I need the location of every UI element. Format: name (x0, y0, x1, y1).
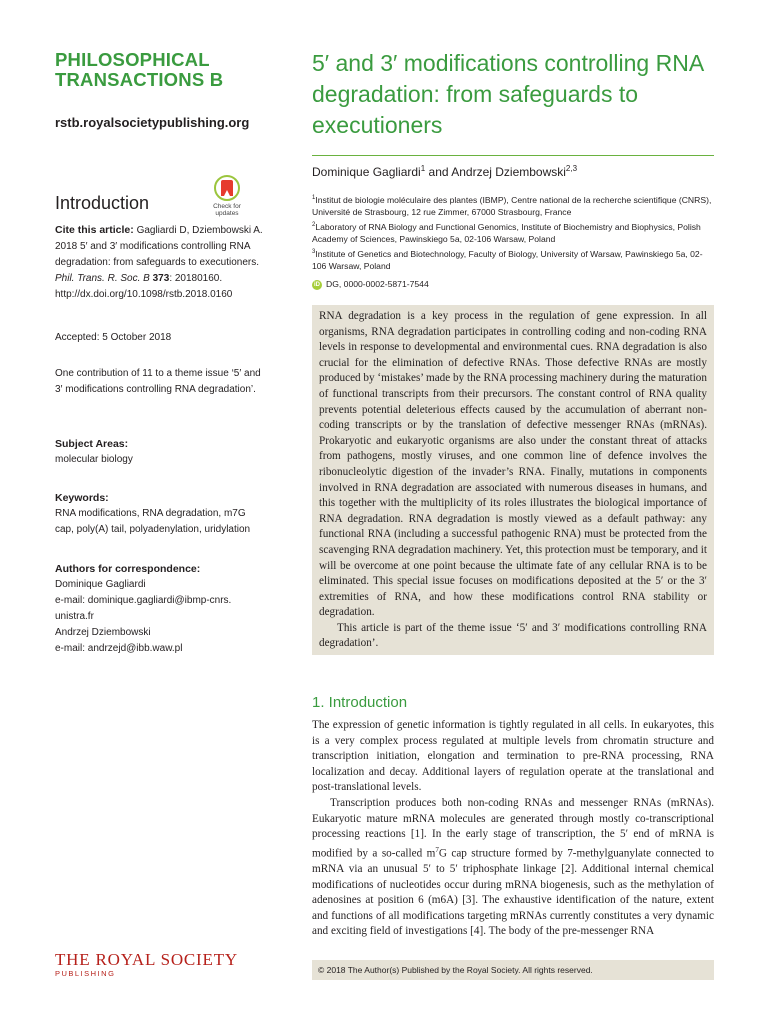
cite-journal: Phil. Trans. R. Soc. B (55, 273, 150, 284)
affiliation-text: Laboratory of RNA Biology and Functional Genomics, Institute of Biochemistry and Biophysics, Polish Academy of Sciences, Pawinskiego 5a, 02-106 Warsaw, Poland (312, 221, 701, 245)
keywords-label: Keywords: (55, 492, 109, 504)
check-updates-line1: Check for (213, 203, 241, 210)
correspondence-email2[interactable]: e-mail: andrzejd@ibb.waw.pl (55, 643, 183, 654)
author1: Dominique Gagliardi (312, 165, 421, 179)
body-text: Transcription produces both non-coding RNAs and messenger RNAs (mRNAs). Eukaryotic mature mRNA molecules are generated through mostly co-transcriptional processing reactions [1]. In the early stage of transcription, the 5′ end of mRNA is modified by a so-called m (312, 796, 714, 860)
author-and: and (425, 165, 452, 179)
author2: Andrzej Dziembowski (451, 165, 566, 179)
cite-text: Gagliardi D, Dziembowski A. 2018 5′ and 3′ modifications controlling RNA degradation: from safeguards to executioners. (55, 225, 263, 268)
title-line3: executioners (312, 112, 443, 138)
journal-url[interactable]: rstb.royalsocietypublishing.org (55, 115, 250, 130)
author2-affil: 2,3 (565, 164, 578, 173)
cite-label: Cite this article: (55, 224, 134, 236)
orcid-line[interactable] (312, 279, 429, 290)
bookmark-icon (214, 175, 240, 201)
journal-name-line2: TRANSACTIONS B (55, 69, 224, 90)
subject-areas-label: Subject Areas: (55, 438, 129, 450)
orcid-text: DG, 0000-0002-5871-7544 (326, 279, 429, 289)
correspondence-email1-cont[interactable]: unistra.fr (55, 611, 94, 622)
author1-affil: 1 (420, 164, 426, 173)
intro-body (312, 718, 714, 940)
abstract-paragraph: This article is part of the theme issue ‘5′ and 3′ modifications controlling RNA degradation’. (319, 621, 707, 650)
journal-name (55, 50, 295, 90)
author-list (312, 164, 577, 179)
affiliation-item (312, 246, 714, 273)
correspondence-block (55, 561, 265, 657)
correspondence-name2: Andrzej Dziembowski (55, 627, 151, 638)
correspondence-name1: Dominique Gagliardi (55, 579, 146, 590)
citation-block (55, 222, 265, 303)
check-updates-line2: updates (215, 210, 239, 217)
article-title (312, 48, 714, 141)
correspondence-email1[interactable]: e-mail: dominique.gagliardi@ibmp-cnrs. (55, 595, 232, 606)
body-paragraph (312, 796, 714, 940)
affiliation-text: Institut de biologie moléculaire des plantes (IBMP), Centre national de la recherche scientifique (CNRS), Université de Strasbourg, 12 rue Zimmer, 67000 Strasbourg, France (312, 194, 712, 218)
copyright-bar: © 2018 The Author(s) Published by the Royal Society. All rights reserved. (312, 960, 714, 980)
section-label: Introduction (55, 193, 150, 213)
title-line1: 5′ and 3′ modifications controlling RNA (312, 50, 705, 76)
publisher-logo (55, 951, 238, 978)
title-divider (312, 155, 714, 156)
subject-areas-value: molecular biology (55, 454, 133, 465)
affiliation-sup: 1 (312, 195, 316, 201)
affiliation-item (312, 219, 714, 246)
journal-name-line1: PHILOSOPHICAL (55, 49, 210, 70)
keywords (55, 490, 265, 538)
theme-issue-note: One contribution of 11 to a theme issue ‘5′ and 3′ modifications controlling RNA degradation’. (55, 368, 261, 395)
title-line2: degradation: from safeguards to (312, 81, 639, 107)
publisher-logo-line2: PUBLISHING (55, 969, 116, 978)
body-text: G cap structure formed by 7-methylguanylate connected to mRNA via an unusual 5′ to 5′ triphosphate linkage [2]. Additional internal chemical modifications of nucleotides occur during mRNA biogenesis, such as the methylation of adenosines at position 6 (m6A) [3]. The exhaustive identification of the nature, extent and functions of all modifications targeting mRNAs currently constitutes a very dynamic and exciting field of investigations [4]. The body of the pre-messenger RNA (312, 847, 714, 938)
abstract-box (312, 305, 714, 655)
cite-volume: 373 (152, 273, 170, 284)
affiliations (312, 192, 714, 273)
affiliation-item (312, 192, 714, 219)
section-heading: 1. Introduction (312, 694, 408, 711)
cite-doi[interactable]: http://dx.doi.org/10.1098/rstb.2018.0160 (55, 289, 233, 300)
affiliation-sup: 2 (312, 221, 316, 228)
accepted-date: Accepted: 5 October 2018 (55, 332, 172, 343)
subject-areas (55, 436, 265, 468)
correspondence-label: Authors for correspondence: (55, 563, 201, 575)
body-sup: 7 (435, 845, 439, 854)
keywords-value: RNA modifications, RNA degradation, m7G cap, poly(A) tail, polyadenylation, uridylation (55, 508, 251, 535)
abstract-paragraph: RNA degradation is a key process in the regulation of gene expression. In all organisms, RNA degradation participates in controlling coding and non-coding RNA levels in response to developmental and environmental cues. RNA degradation is also crucial for the elimination of defective RNAs. Those defective RNAs are mostly produced by ‘mistakes’ made by the RNA processing machinery during the maturation of functional transcripts from their precursors. The constant control of RNA quality prevents potential deleterious effects caused by the accumulation of aberrant non-coding transcripts or by the translation of defective messenger RNAs (mRNAs). Prokaryotic and eukaryotic organisms are also under the constant threat of attacks from pathogens, mostly viruses, and one common line of defence involves the ribonucleolytic digestion of the invader’s RNA. Finally, mutations in components involved in RNA degradation are associated with numerous diseases in humans, and this together with the multiplicity of its roles illustrates the biological importance of RNA degradation. RNA degradation is mostly viewed as a default pathway: any functional RNA (including a successful pathogenic RNA) must be protected from the scavenging RNA degradation machinery. Yet, this protection must be temporary, and it will be overcome at one point because the ultimate fate of any cellular RNA is to be eliminated. This special issue focuses on modifications deposited at the 5′ or the 3′ extremities of RNA, and how these modifications control RNA stability or degradation. (319, 310, 707, 619)
cite-article: : 20180160. (169, 273, 223, 284)
orcid-icon: iD (314, 281, 320, 288)
affiliation-text: Institute of Genetics and Biotechnology, Faculty of Biology, University of Warsaw, Pawinskiego 5a, 02-106 Warsaw, Poland (312, 248, 703, 272)
publisher-logo-line1: THE ROYAL SOCIETY (55, 950, 238, 969)
affiliation-sup: 3 (312, 248, 316, 255)
body-paragraph: The expression of genetic information is tightly regulated in all cells. In eukaryotes, this is a very complex process regulated at multiple levels from chromatin structure and transcription initiation, elongation and termination to pre-RNA processing, RNA localization and decay. Additional layers of regulation operate at the translational and post-translational levels. (312, 719, 714, 794)
check-for-updates-badge[interactable] (207, 175, 247, 217)
